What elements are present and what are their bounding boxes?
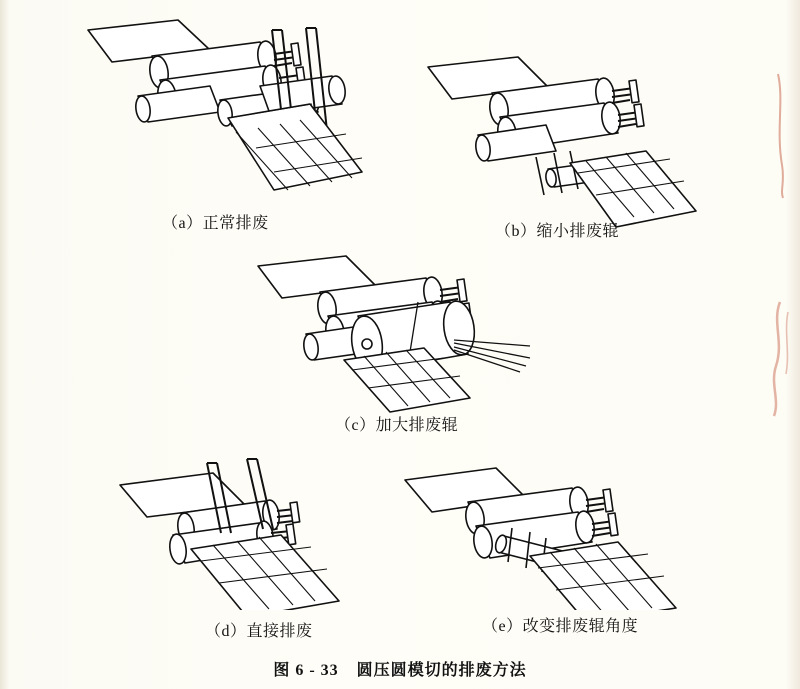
paper-edge-right (786, 0, 800, 689)
panel-d-caption: （d）直接排废 (205, 623, 313, 640)
diagram-panel-d (95, 455, 395, 610)
paper-edge-left (0, 0, 9, 689)
panel-c-caption: （c）加大排废辊 (335, 417, 459, 434)
diagram-panel-e (400, 450, 710, 610)
figure-title-text: 圆压圆模切的排废方法 (356, 662, 527, 679)
panel-a-caption: （a）正常排废 (162, 215, 269, 232)
panel-b-caption: （b）缩小排废辊 (495, 223, 620, 240)
figure-number: 图 6 - 33 (273, 662, 339, 679)
panel-e-caption: （e）改变排废辊角度 (482, 618, 639, 635)
diagram-panel-a (60, 8, 380, 208)
diagram-panel-b (420, 45, 720, 235)
diagram-panel-c (240, 248, 560, 413)
figure-title (0, 657, 800, 680)
